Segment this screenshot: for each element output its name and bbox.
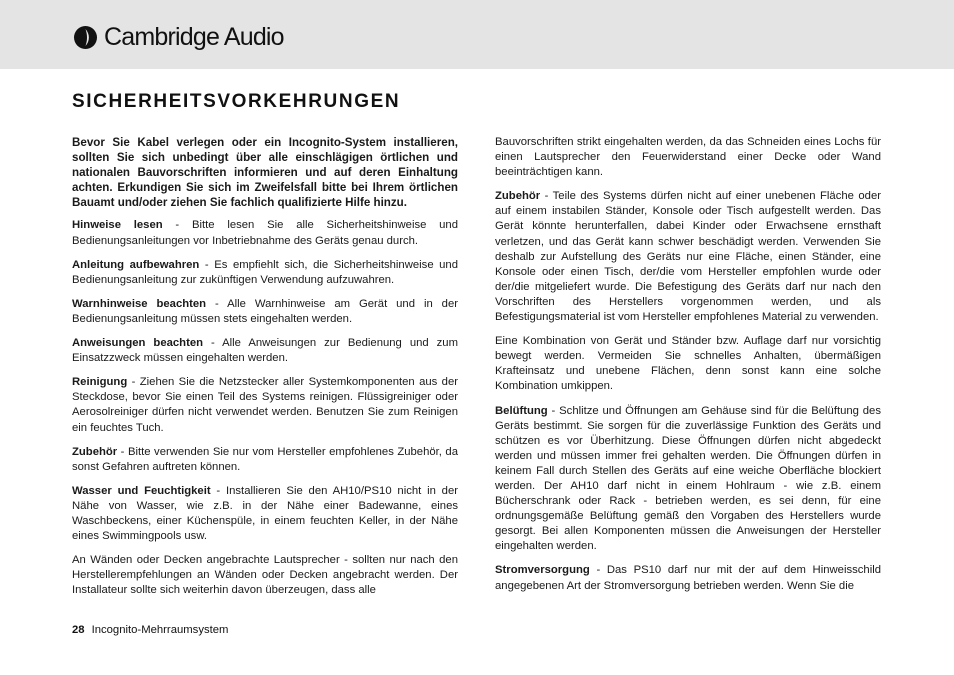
item-text: - Das PS10 darf nur mit der auf dem Hinweisschild angegebenen Art der Stromversorgung betrieben werden. Wenn Sie die [495,564,881,592]
cambridge-audio-logo-icon [73,25,98,50]
left-column [72,135,458,607]
item-text: - Alle Anweisungen zur Bedienung und zum Einsatzzweck müssen eingehalten werden. [72,337,458,365]
footer-section-title: Incognito-Mehrraumsystem [91,624,229,636]
brand-name: Cambridge Audio [104,22,284,51]
item-text: - Alle Warnhinweise am Gerät und in der Bedienungsanleitung müssen stets eingehalten werden. [72,297,458,325]
item-text: - Installieren Sie den AH10/PS10 nicht in der Nähe von Wasser, wie z.B. in der Nähe einer Badewanne, eines Waschbeckens, einer Küchenspüle, in einem feuchten Keller, in der Nähe eines Swimmingpools usw. [72,484,458,543]
safety-item-anweisungen [72,336,458,366]
continuation-paragraph: Bauvorschriften strikt eingehalten werden, da das Schneiden eines Lochs für einen Lautsprecher den Feuerwiderstand einer Decke oder Wand beeinträchtigen kann. [495,136,881,179]
item-text: - Bitte lesen Sie alle Sicherheitshinweise und Bedienungsanleitungen vor Inbetriebnahme des Geräts genau durch. [72,219,459,247]
right-column [495,135,881,603]
page-title: SICHERHEITSVORKEHRUNGEN [72,91,401,112]
item-label: Warnhinweise beachten [72,297,207,310]
safety-item-zubehoer [72,445,458,475]
page-number: 28 [72,624,85,636]
item-label: Belüftung [495,404,548,417]
item-label: Anleitung aufbewahren [72,258,200,271]
page-footer [72,624,228,636]
safety-item-reinigung [72,375,458,435]
item-label: Wasser und Feuchtigkeit [72,484,211,497]
item-text: - Ziehen Sie die Netzstecker aller Systemkomponenten aus der Steckdose, bevor Sie einen Teil des Systems reinigen. Flüssigreiniger oder Aerosolreiniger dürfen nicht verwendet werden. Benutzen Sie zum Reinigen ein feuchtes Tuch. [72,376,458,434]
item-label: Stromversorgung [495,564,590,577]
item-label: Hinweise lesen [72,219,163,232]
safety-item-wasser [72,484,458,544]
item-text: - Teile des Systems dürfen nicht auf einer unebenen Fläche oder auf einem instabilen Ständer, Konsole oder Tisch aufgestellt werden. Das Gerät könnte herunterfallen, dabei Kinder oder Erwachsene ernsthaft verletzen, und das Gerät kann schwer beschädigt werden. Verwenden Sie deshalb zur Aufstellung des Geräts nur eine Fläche, einen Ständer, eine Konsole oder einen Tisch, der/die vom Hersteller empfohlen wurde oder der/die mitgeliefert wurde. Die Befestigung des Geräts darf nur nach den Vorschriften des Herstellers vorgenommen werden, und als Befestigungsmaterial ist vom Hersteller empfohlenes Material zu verwenden. [495,190,881,324]
safety-item-belueftung [495,404,881,555]
page-header [0,0,954,69]
item-label: Reinigung [72,376,128,389]
safety-item-anleitung [72,258,458,288]
safety-item-hinweise [72,218,458,248]
brand-logo [73,20,284,54]
item-label: Zubehör [72,445,118,458]
safety-item-stromversorgung [495,563,881,593]
item-label: Zubehör [495,190,541,203]
item-text: - Schlitze und Öffnungen am Gehäuse sind für die Belüftung des Geräts bestimmt. Sie sorgen für die zuverlässige Funktion des Geräts und schützen es vor Überhitzung. Diese Öffnungen dürfen nicht abgedeckt werden und müssen immer frei gehalten werden. Die Öffnungen dürfen in keinem Fall durch Stellen des Geräts auf eine weiche Oberfläche blockiert werden. Der AH10 darf nicht in einem Hohlraum - wie z.B. einem Bücherschrank oder Rack - betrieben werden, es sei denn, für eine ordnungsgemäße Belüftung gemäß den Vorgaben des Herstellers wurde gesorgt. Bei allen Komponenten müssen die Anweisungen der Hersteller eingehalten werden. [495,404,881,553]
item-text: - Es empfiehlt sich, die Sicherheitshinweise und Bedienungsanleitung zur zukünftigen Verwendung aufzuwahren. [72,258,459,286]
item-text: - Bitte verwenden Sie nur vom Hersteller empfohlenes Zubehör, da sonst Gefahren auftreten können. [72,445,458,473]
safety-item-zubehoer-aufstellung [495,189,881,325]
safety-item-warnhinweise [72,297,458,327]
intro-paragraph: Bevor Sie Kabel verlegen oder ein Incognito-System installieren, sollten Sie sich unbedingt über alle einschlägigen örtlichen und nationalen Bauvorschriften informieren und auf deren Einhaltung achten. Erkundigen Sie sich im Zweifelsfall bitte bei Ihrem örtlichen Bauamt und/oder ziehen Sie fachlich qualifizierte Hilfe hinzu. [72,136,458,210]
wall-speakers-paragraph: An Wänden oder Decken angebrachte Lautsprecher - sollten nur nach den Herstellerempfehlungen an Wänden oder Decken angebracht werden. Der Installateur sollte sich weiterhin davon überzeugen, dass alle [72,554,458,597]
item-label: Anweisungen beachten [72,337,204,350]
combination-paragraph: Eine Kombination von Gerät und Ständer bzw. Auflage darf nur vorsichtig bewegt werden. Vermeiden Sie schnelles Anhalten, übermäßigen Krafteinsatz und unebene Flächen, denn sonst kann eine solche Kombination umkippen. [495,335,881,393]
